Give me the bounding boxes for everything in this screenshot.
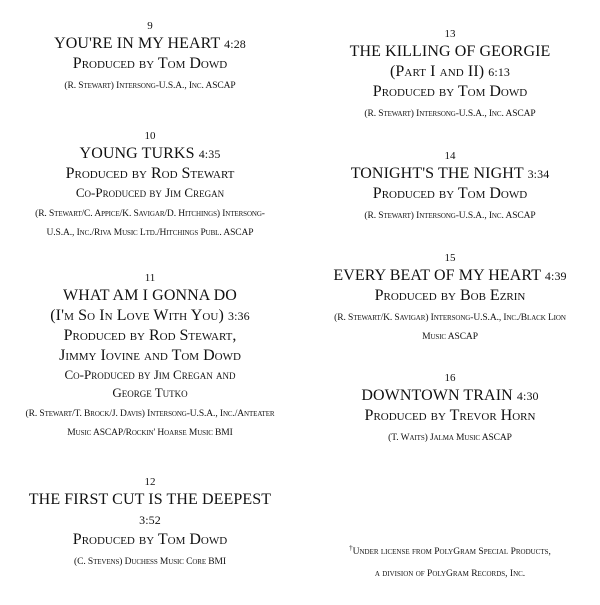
track-12	[0, 476, 300, 575]
track-11	[0, 272, 300, 446]
track-9	[0, 20, 300, 99]
producer-credit: Produced by Tom Dowd	[372, 185, 528, 202]
track-duration: 4:30	[516, 389, 539, 403]
publishing-info: (R. Stewart/K. Savigar) Intersong-U.S.A., Inc./Black Lion Music ASCAP	[334, 313, 566, 342]
publishing-info: (R. Stewart) Intersong-U.S.A., Inc. ASCAP	[364, 109, 536, 119]
track-title: YOUNG TURKS 4:35	[79, 145, 221, 162]
track-title: DOWNTOWN TRAIN 4:30	[361, 387, 539, 404]
track-title: YOU'RE IN MY HEART 4:28	[54, 35, 246, 52]
track-15	[300, 252, 600, 350]
track-duration: 4:39	[544, 269, 567, 283]
track-number: 15	[444, 252, 456, 264]
track-number: 14	[444, 150, 456, 162]
track-13	[300, 28, 600, 127]
dagger-mark: †	[349, 544, 353, 552]
publishing-info: (R. Stewart/C. Appice/K. Savigar/D. Hitchings) Intersong- U.S.A., Inc./Riva Music Ltd./Hitchings Publ. ASCAP	[35, 209, 265, 238]
coproducer-credit: Co-Produced by Jim Cregan and	[64, 367, 236, 382]
track-16	[300, 372, 600, 451]
producer-credit: Produced by Tom Dowd	[72, 531, 228, 548]
track-title-line-2: (I'm So In Love With You) 3:36	[50, 307, 250, 324]
track-title: WHAT AM I GONNA DO	[63, 287, 237, 304]
coproducer-credit: Co-Produced by Jim Cregan	[75, 185, 225, 200]
coproducer-credit-line-2: George Tutko	[112, 385, 188, 400]
track-title-line-2: (Part I and II) 6:13	[389, 63, 511, 80]
track-number: 10	[144, 130, 156, 142]
publishing-info: (C. Stevens) Duchess Music Core BMI	[74, 557, 226, 567]
producer-credit: Produced by Rod Stewart,	[63, 327, 237, 344]
footnote-line-2: a division of PolyGram Records, Inc.	[374, 569, 526, 580]
track-number: 9	[147, 20, 153, 32]
track-number: 11	[144, 272, 156, 284]
track-title: TONIGHT'S THE NIGHT 3:34	[350, 165, 550, 182]
track-number: 16	[444, 372, 456, 384]
producer-credit: Produced by Bob Ezrin	[374, 287, 526, 304]
footnote-line-1: Under license from PolyGram Special Products,	[352, 547, 551, 558]
producer-credit: Produced by Trevor Horn	[364, 407, 536, 424]
track-duration: 4:28	[224, 37, 246, 51]
producer-credit-line-2: Jimmy Iovine and Tom Dowd	[59, 347, 241, 364]
track-duration: 3:36	[228, 309, 250, 323]
track-title: THE KILLING OF GEORGIE	[349, 43, 551, 60]
producer-credit: Produced by Tom Dowd	[372, 83, 528, 100]
publishing-info: (R. Stewart) Intersong-U.S.A., Inc. ASCAP	[364, 211, 536, 221]
track-duration: 3:52	[139, 513, 161, 527]
track-number: 13	[444, 28, 456, 40]
publishing-info: (T. Waits) Jalma Music ASCAP	[388, 433, 512, 443]
publishing-info: (R. Stewart/T. Brock/J. Davis) Intersong-U.S.A., Inc./Anteater Music ASCAP/Rockin' Hoarse Music BMI	[25, 409, 275, 438]
publishing-info: (R. Stewart) Intersong-U.S.A., Inc. ASCAP	[64, 81, 236, 91]
track-duration: 4:35	[198, 147, 221, 161]
track-10	[0, 130, 300, 246]
track-14	[300, 150, 600, 229]
producer-credit: Produced by Tom Dowd	[72, 55, 228, 72]
track-title: THE FIRST CUT IS THE DEEPEST	[28, 491, 272, 508]
producer-credit: Produced by Rod Stewart	[65, 165, 235, 182]
track-number: 12	[144, 476, 156, 488]
license-footnote	[300, 542, 600, 590]
track-duration: 3:34	[527, 167, 550, 181]
track-duration: 6:13	[488, 65, 511, 79]
track-title: EVERY BEAT OF MY HEART 4:39	[333, 267, 567, 284]
